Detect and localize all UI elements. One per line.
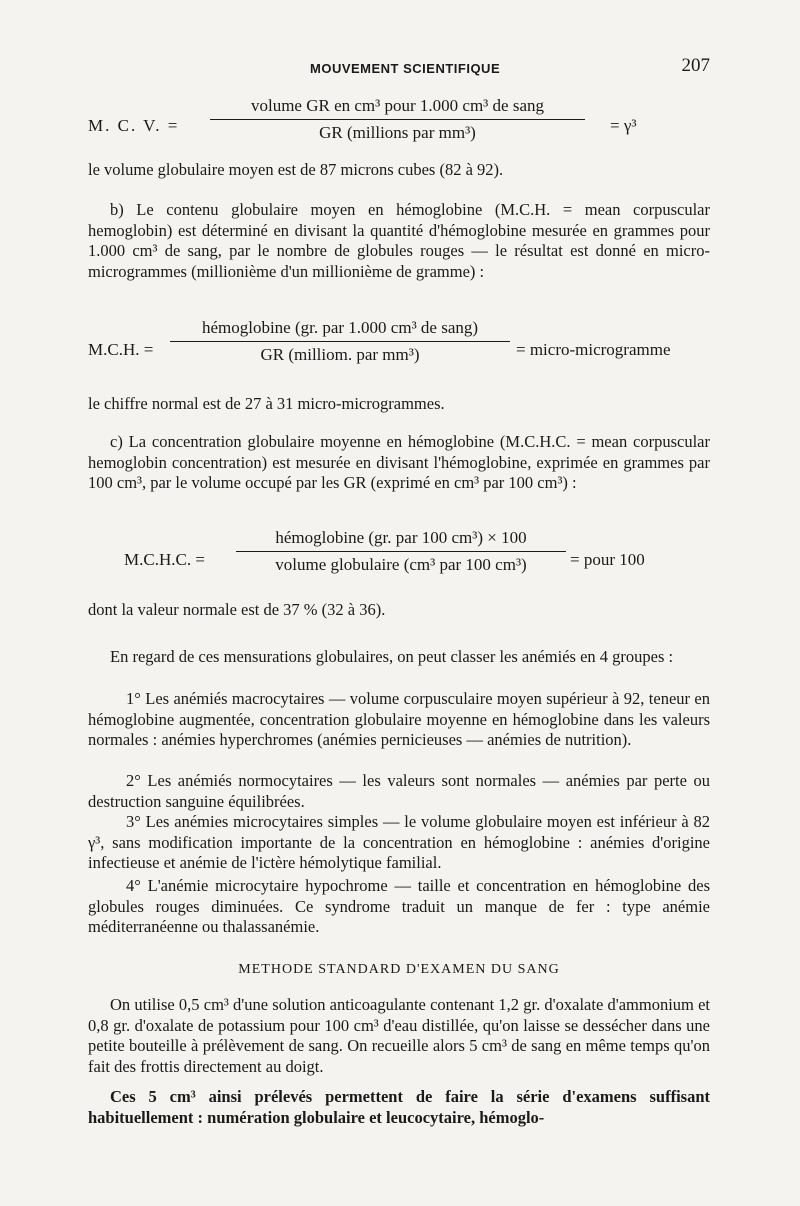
formula-mch — [88, 318, 710, 380]
formula-mchc-fraction — [236, 528, 566, 575]
formula-mchc-numerator: hémoglobine (gr. par 100 cm³) × 100 — [275, 528, 527, 547]
formula-mch-numerator: hémoglobine (gr. par 1.000 cm³ de sang) — [201, 318, 479, 337]
formula-mcv — [88, 96, 710, 156]
formula-mchc-result: = pour 100 — [570, 550, 645, 569]
formula-mcv-denominator: GR (millions par mm³) — [319, 123, 476, 142]
list-item: 4° L'anémie microcytaire hypochrome — taille et concentration en hémoglobine des globules rouges diminuées. Ce syndrome traduit un manque de fer : type anémie méditerranéenne ou thalassanémie. — [88, 876, 710, 937]
paragraph: b) Le contenu globulaire moyen en hémoglobine (M.C.H. = mean corpuscular hemoglobin) est déterminé en divisant la quantité d'hémoglobine mesurée en grammes pour 1.000 cm³ de sang, par le nombre de globules rouges — le résultat est donné en micro-microgrammes (millionième d'un millionième de gramme) : — [88, 200, 710, 281]
formula-mchc-label: M.C.H.C. = — [124, 550, 205, 569]
fraction-bar — [170, 341, 510, 342]
journal-page — [88, 0, 710, 1206]
paragraph: En regard de ces mensurations globulaires, on peut classer les anémiés en 4 groupes : — [110, 647, 674, 666]
formula-mch-result: = micro-microgramme — [516, 340, 671, 359]
list-item: 3° Les anémies microcytaires simples — le volume globulaire moyen est inférieur à 82 γ³, sans modification importante de la concentration en hémoglobine : anémies d'origine infectieuse et anémie de l'ictère hémolytique familial. — [88, 812, 710, 873]
formula-mcv-label: M. C. V. = — [88, 116, 180, 135]
running-title: MOUVEMENT SCIENTIFIQUE — [310, 61, 501, 76]
paragraph: le chiffre normal est de 27 à 31 micro-microgrammes. — [88, 394, 445, 413]
formula-mch-label: M.C.H. = — [88, 340, 154, 359]
formula-mchc — [88, 528, 710, 590]
page-number: 207 — [681, 55, 710, 76]
section-heading: METHODE STANDARD D'EXAMEN DU SANG — [238, 962, 560, 977]
formula-mcv-numerator: volume GR en cm³ pour 1.000 cm³ de sang — [250, 96, 544, 115]
formula-mcv-fraction — [210, 96, 585, 143]
paragraph: c) La concentration globulaire moyenne en hémoglobine (M.C.H.C. = mean corpuscular hemoglobin concentration) est mesurée en divisant l'hémoglobine, exprimée en grammes par 100 cm³, par le volume occupé par les GR (exprimé en cm³ par 100 cm³) : — [88, 432, 710, 493]
formula-mchc-denominator: volume globulaire (cm³ par 100 cm³) — [275, 555, 527, 574]
fraction-bar — [210, 119, 585, 120]
fraction-bar — [236, 551, 566, 552]
list-item: 2° Les anémiés normocytaires — les valeurs sont normales — anémies par perte ou destruction sanguine équilibrées. — [88, 771, 710, 811]
paragraph: Ces 5 cm³ ainsi prélevés permettent de faire la série d'examens suffisant habituellement : numération globulaire et leucocytaire, hémoglo- — [88, 1087, 710, 1127]
page-header — [88, 55, 710, 81]
paragraph: On utilise 0,5 cm³ d'une solution anticoagulante contenant 1,2 gr. d'oxalate d'ammonium et 0,8 gr. d'oxalate de potassium pour 100 cm³ d'eau distillée, qu'on laisse se dessécher dans une petite bouteille à prélèvement de sang. On recueille alors 5 cm³ de sang en même temps qu'on fait des frottis directement au doigt. — [88, 995, 710, 1076]
formula-mch-denominator: GR (milliom. par mm³) — [260, 345, 420, 364]
formula-mch-fraction — [170, 318, 510, 365]
paragraph: le volume globulaire moyen est de 87 microns cubes (82 à 92). — [88, 160, 504, 179]
formula-mcv-result: = γ³ — [610, 116, 637, 135]
list-item: 1° Les anémiés macrocytaires — volume corpusculaire moyen supérieur à 92, teneur en hémoglobine augmentée, concentration globulaire moyenne en hémoglobine dans les valeurs normales : anémies hyperchromes (anémies pernicieuses — anémies de nutrition). — [88, 689, 710, 750]
paragraph: dont la valeur normale est de 37 % (32 à 36). — [88, 600, 386, 619]
